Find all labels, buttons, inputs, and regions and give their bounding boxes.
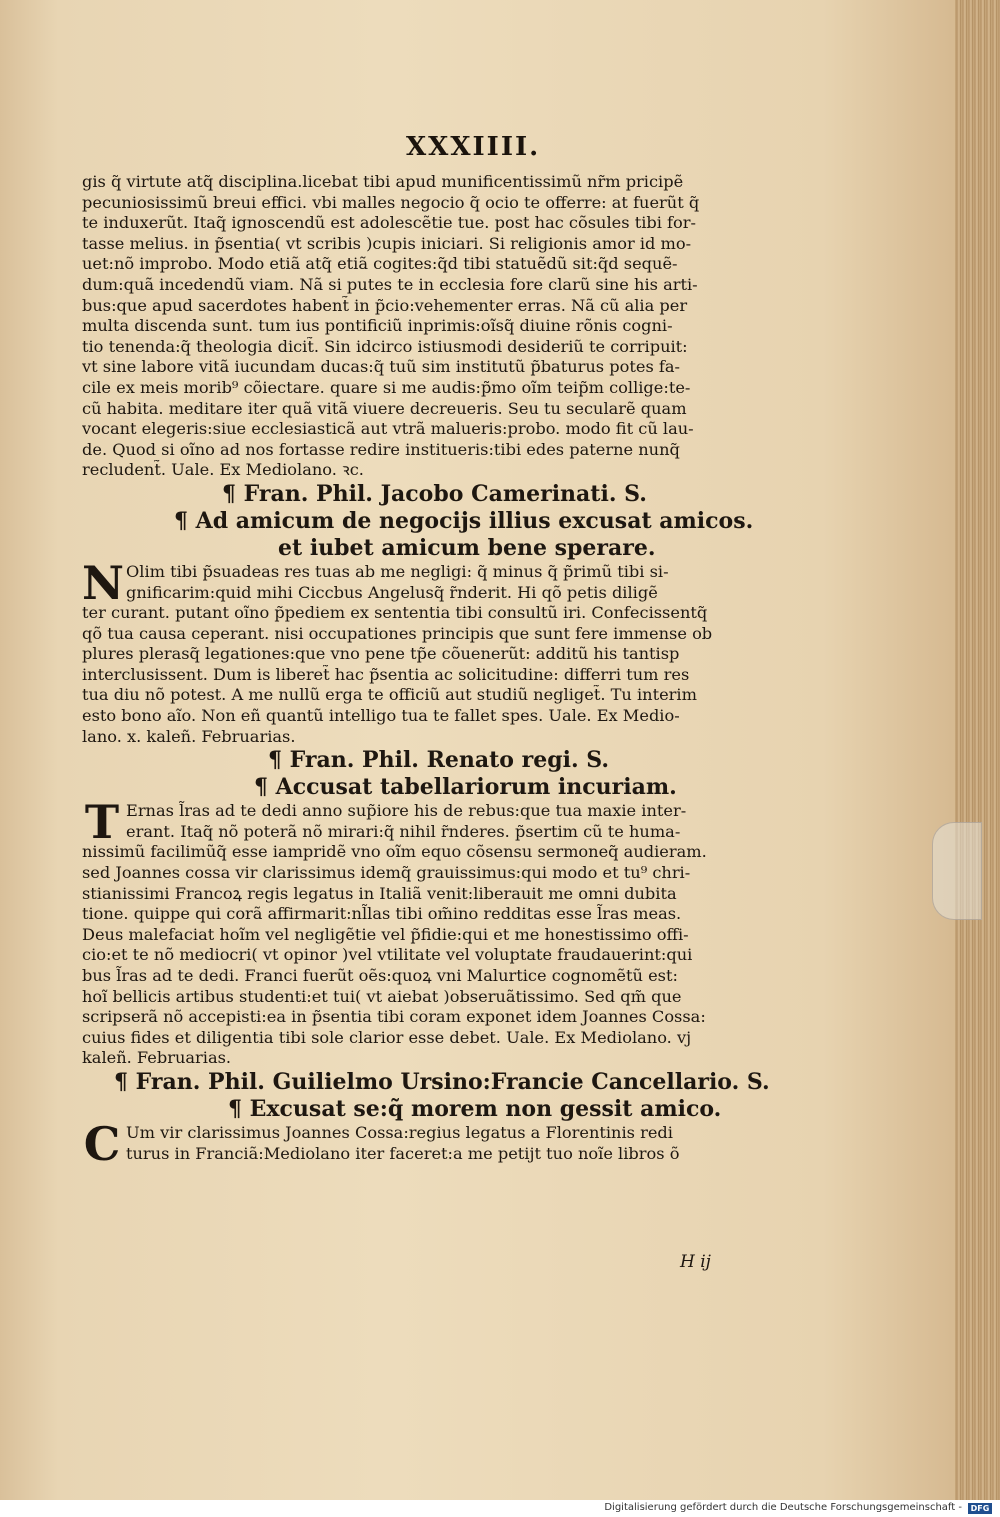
text-line: cũ habita. meditare iter quã vitã viuere decreueris. Seu tu secularẽ quam <box>82 398 687 418</box>
text-line: plures plerasq̃ legationes:que vno pene tp̃e cõuenerũt: additũ his tantisp <box>82 644 680 664</box>
letter-4-body <box>82 1116 824 1171</box>
text-line: scripserã nõ accepisti:ea in p̃sentia tibi coram exponet idem Joannes Cossa: <box>82 1007 706 1027</box>
page-edges <box>955 0 1000 1500</box>
text-line: interclusissent. Dum is liberet̃ hac p̃sentia ac solicitudine: differri tum res <box>82 664 690 684</box>
text-line: tua diu nõ potest. A me nullũ erga te officiũ aut studiũ negliget̃. Tu interim <box>82 685 697 705</box>
text-block <box>82 172 824 1171</box>
text-line: gnificarim:quid mihi Ciccbus Angelusq̃ r̃nderit. Hi qõ petis diligẽ <box>126 582 658 602</box>
letter-2-heading: ¶ Fran. Phil. Jacobo Camerinati. S. <box>222 480 647 507</box>
text-line: nissimũ facilimũq̃ esse iampridẽ vno oĩm equo cõsensu sermoneq̃ audieram. <box>82 842 707 862</box>
text-line: turus in Franciã:Mediolano iter faceret:a me petijt tuo noĩe libros õ <box>126 1143 680 1163</box>
text-line: hoĩ bellicis artibus studenti:et tui( vt aiebat )obseruãtissimo. Sed qm̃ que <box>82 986 682 1006</box>
text-line: tione. quippe qui corã affirmarit:nl̃las tibi om̃ino redditas esse l̃ras meas. <box>82 904 682 924</box>
page-clip <box>932 822 982 920</box>
text-line: bus:que apud sacerdotes habent̃ in p̃cio:vehementer erras. Nã cũ alia per <box>82 295 688 315</box>
text-line: cile ex meis morib⁹ cõiectare. quare si me audis:p̃mo oĩm teip̃m collige:te- <box>82 377 691 397</box>
text-line: lano. x. kaleñ. Februarias. <box>82 726 296 746</box>
text-line: Olim tibi p̃suadeas res tuas ab me negligi: q̃ minus q̃ p̃rimũ tibi si- <box>126 561 669 581</box>
text-line: qõ tua causa ceperant. nisi occupationes principis que sunt fere immense ob <box>82 623 713 643</box>
text-line: Ernas l̃ras ad te dedi anno sup̃iore his de rebus:que tua maxie inter- <box>126 801 687 821</box>
text-line: Deus malefaciat hoĩm vel negligẽtie vel p̃fidie:qui et me honestissimo offi- <box>82 924 689 944</box>
letter-2-subheading-continued: et iubet amicum bene sperare. <box>278 534 656 561</box>
letter-4-heading: ¶ Fran. Phil. Guilielmo Ursino:Francie Cancellario. S. <box>114 1068 770 1095</box>
dfg-logo: DFG <box>968 1503 992 1514</box>
footer-bar <box>0 1500 1000 1517</box>
text-line: multa discenda sunt. tum ius pontificiũ inprimis:oĩsq̃ diuine rõnis cogni- <box>82 316 673 336</box>
text-line: vocant elegeris:siue ecclesiasticã aut vtrã malueris:probo. modo fit cũ lau- <box>82 419 694 439</box>
initial-letter-t: T <box>84 795 120 850</box>
text-line: cio:et te nõ mediocri( vt opinor )vel vtilitate vel voluptate fraudauerint:qui <box>82 945 693 965</box>
text-line: pecuniosissimũ breui effici. vbi malles negocio q̃ ocio te offerre: at fuerũt q̃ <box>82 192 700 212</box>
text-line: erant. Itaq̃ nõ poterã nõ mirari:q̃ nihil r̃nderes. p̃sertim cũ te huma- <box>126 821 681 841</box>
text-line: Um vir clarissimus Joannes Cossa:regius legatus a Florentinis redi <box>126 1122 673 1142</box>
text-line: dum:quã incedendũ viam. Nã si putes te in ecclesia fore clarũ sine his arti- <box>82 274 698 294</box>
text-line: kaleñ. Februarias. <box>82 1048 232 1068</box>
letter-3-subheading: ¶ Accusat tabellariorum incuriam. <box>254 774 677 801</box>
text-line: bus l̃ras ad te dedi. Franci fuerũt oẽs:quoꝝ vni Malurtice cognomẽtũ est: <box>82 966 678 985</box>
letter-3-body <box>82 795 824 1069</box>
text-line: tio tenenda:q̃ theologia dicit̃. Sin idcirco istiusmodi desideriũ te corripuit: <box>82 336 688 356</box>
text-line: uet:nõ improbo. Modo etiã atq̃ etiã cogites:q̃d tibi statuẽdũ sit:q̃d sequẽ- <box>82 254 678 274</box>
text-line: ter curant. putant oĩno p̃pediem ex sententia tibi consultũ iri. Confecissentq̃ <box>82 603 708 623</box>
initial-letter-n: N <box>82 555 125 610</box>
text-line: tasse melius. in p̃sentia( vt scribis )cupis iniciari. Si religionis amor id mo- <box>82 233 692 253</box>
folio-number: XXXIIII. <box>406 132 541 162</box>
text-line: vt sine labore vitã iucundam ducas:q̃ tuũ sim institutũ p̃baturus potes fa- <box>82 357 681 377</box>
letter-1-text <box>82 172 824 481</box>
text-line: recludent̃. Uale. Ex Mediolano. ꝛc. <box>82 460 364 480</box>
initial-letter-c: C <box>83 1116 121 1171</box>
letter-2-body <box>82 555 824 747</box>
text-line: de. Quod si oĩno ad nos fortasse redire institueris:tibi edes paterne nunq̃ <box>82 439 680 459</box>
signature-mark: H ij <box>680 1252 711 1272</box>
text-line: cuius fides et diligentia tibi sole clarior esse debet. Uale. Ex Mediolano. vj <box>82 1027 692 1047</box>
text-line: stianissimi Francoꝝ regis legatus in Italiã venit:liberauit me omni dubita <box>82 883 677 903</box>
text-line: sed Joannes cossa vir clarissimus idemq̃ grauissimus:qui modo et tu⁹ chri- <box>82 863 691 883</box>
text-line: gis q̃ virtute atq̃ disciplina.licebat tibi apud munificentissimũ nr̃m pricipẽ <box>82 172 684 191</box>
letter-4-subheading: ¶ Excusat se:q̃ morem non gessit amico. <box>228 1095 722 1122</box>
footer-credit: Digitalisierung gefördert durch die Deutsche Forschungsgemeinschaft - <box>604 1502 962 1513</box>
letter-3-heading: ¶ Fran. Phil. Renato regi. S. <box>268 747 610 774</box>
letter-2-subheading: ¶ Ad amicum de negocijs illius excusat amicos. <box>174 507 754 534</box>
text-line: esto bono aĩo. Non eñ quantũ intelligo tua te fallet spes. Uale. Ex Medio- <box>82 706 680 726</box>
text-line: te induxerũt. Itaq̃ ignoscendũ est adolescẽtie tue. post hac cõsules tibi for- <box>82 213 697 233</box>
